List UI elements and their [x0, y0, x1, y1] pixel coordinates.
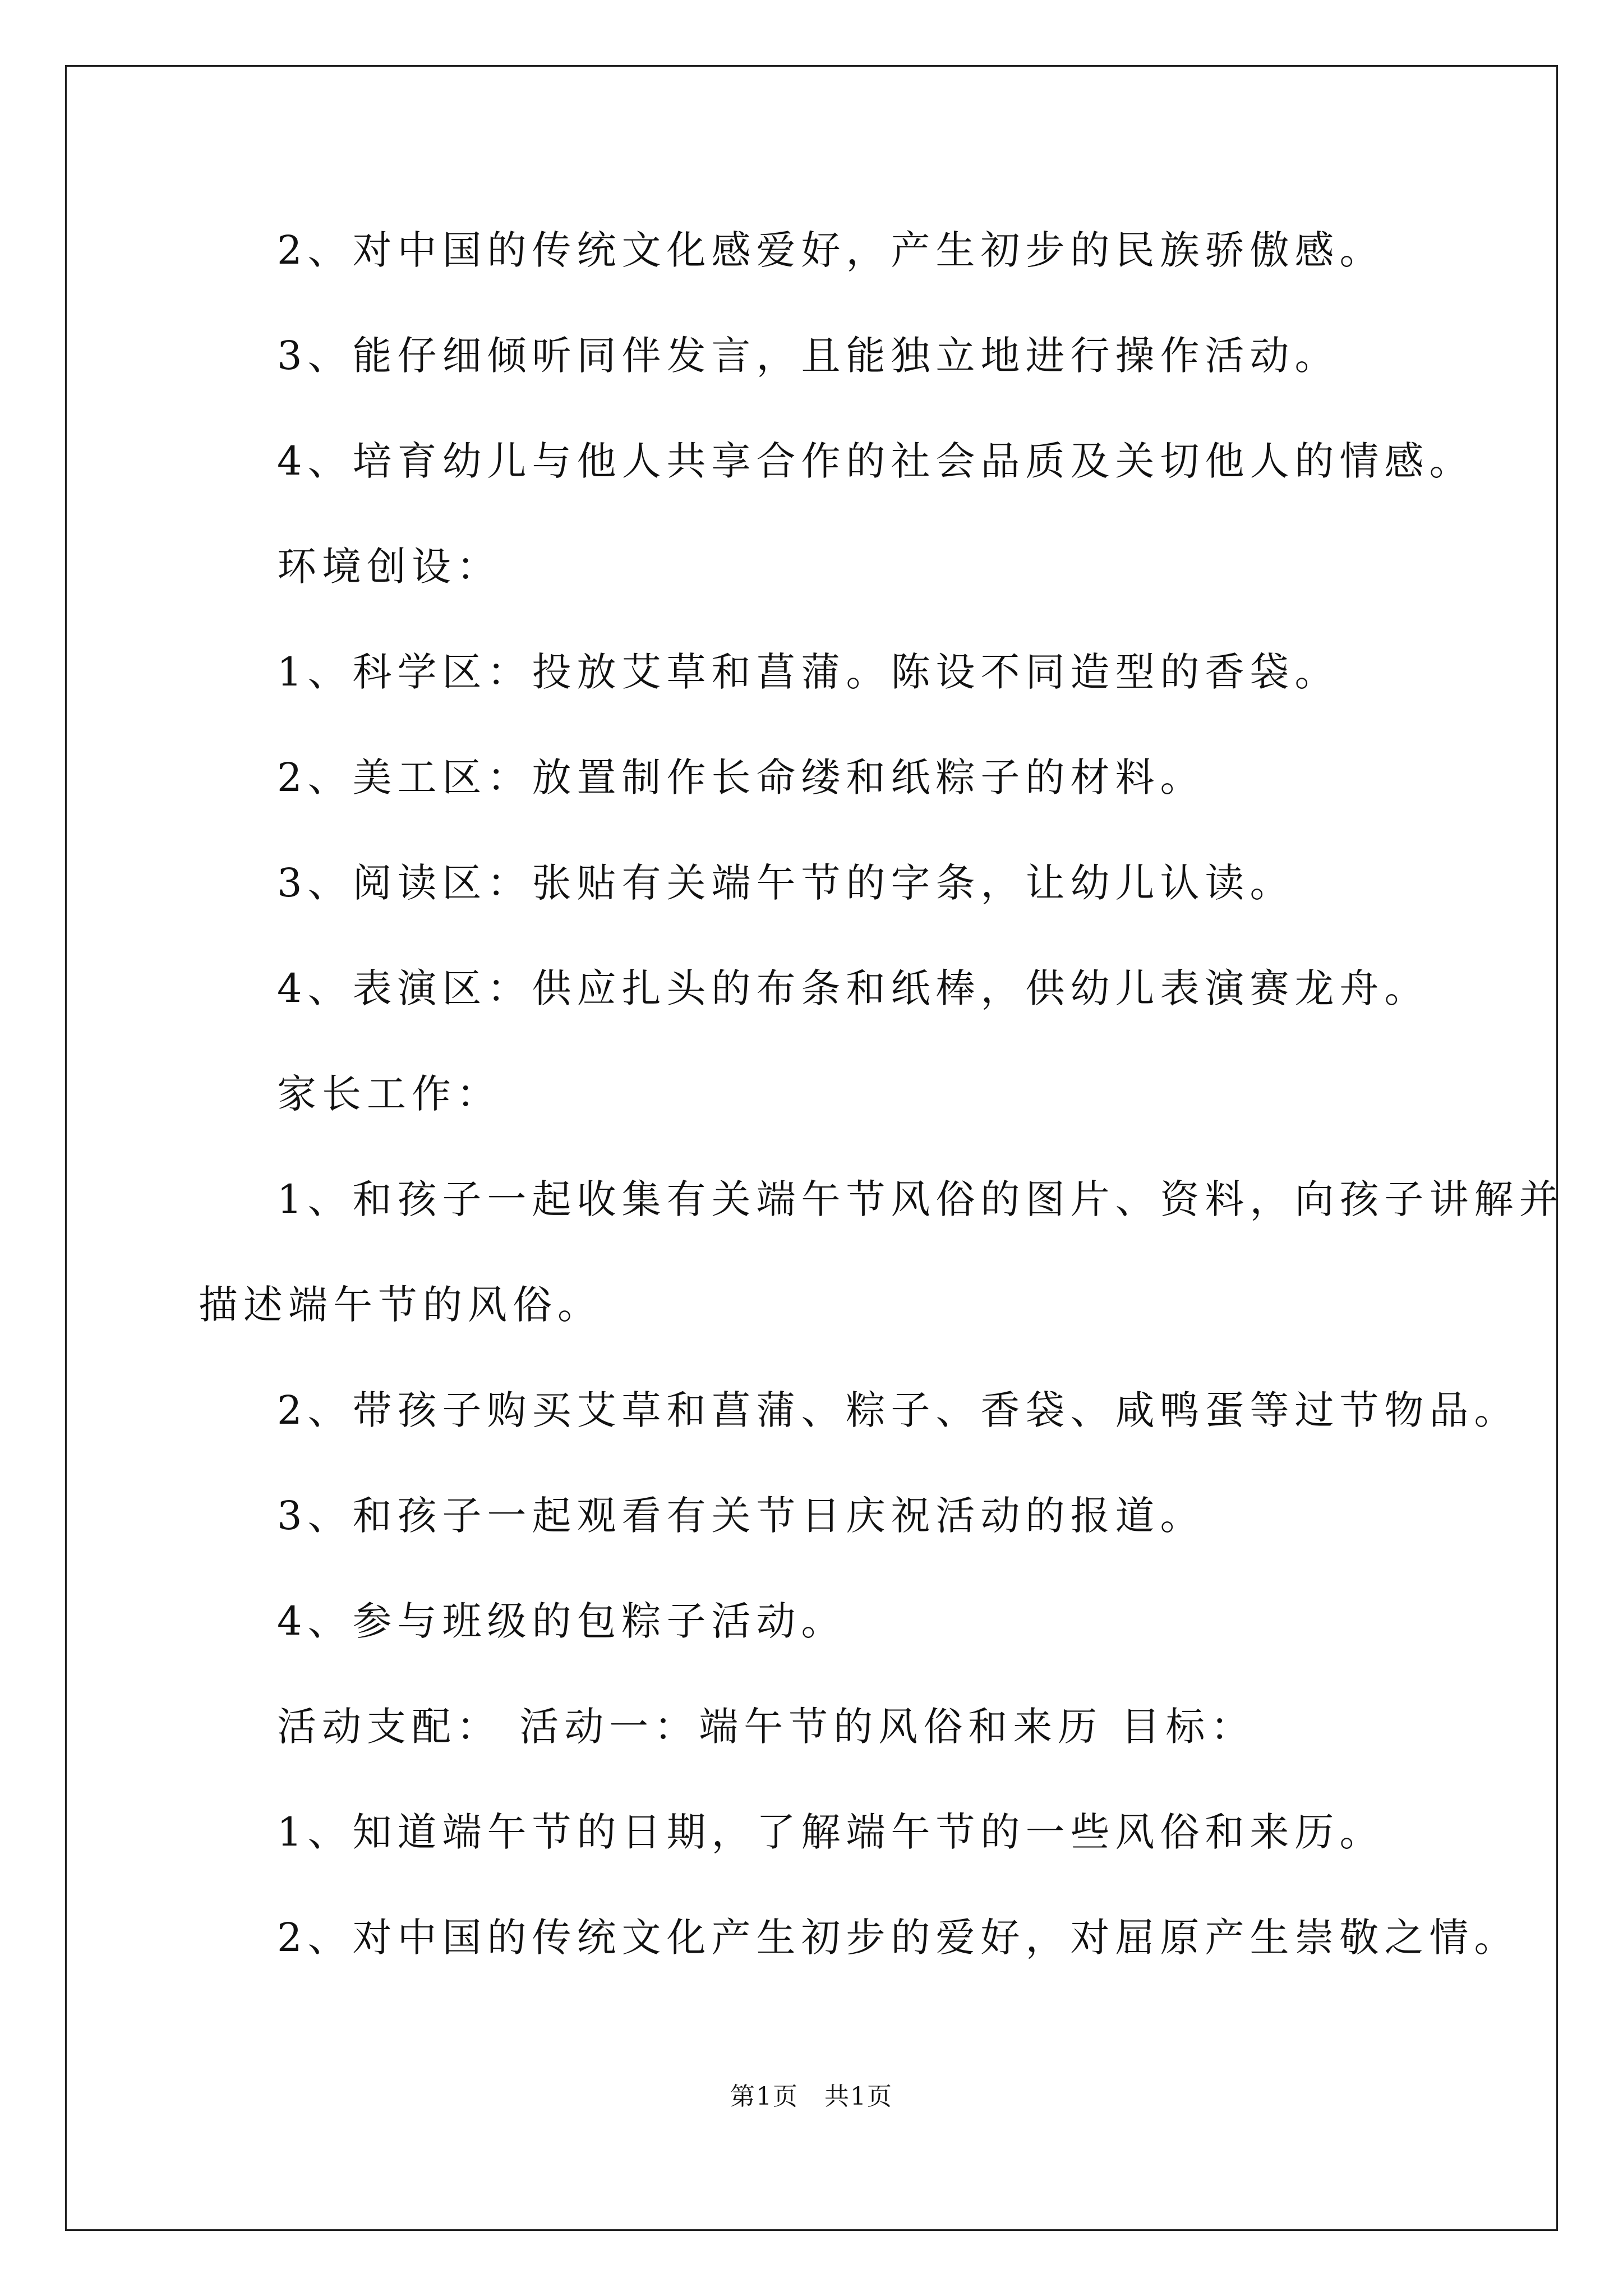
page-footer: 第1页 共1页 [730, 2082, 893, 2111]
text-line: 4、参与班级的包粽子活动。 [277, 1598, 846, 1644]
section-heading: 环境创设： [277, 544, 501, 590]
text-line: 3、阅读区：张贴有关端午节的字条，让幼儿认读。 [277, 860, 1295, 906]
text-line: 4、表演区：供应扎头的布条和纸棒，供幼儿表演赛龙舟。 [277, 965, 1430, 1011]
text-line: 2、美工区：放置制作长命缕和纸粽子的材料。 [277, 754, 1205, 800]
text-line: 1、和孩子一起收集有关端午节风俗的图片、资料，向孩子讲解并 [277, 1176, 1564, 1222]
text-line: 1、科学区：投放艾草和菖蒲。陈设不同造型的香袋。 [277, 649, 1340, 695]
text-line: 2、对中国的传统文化产生初步的爱好，对屈原产生崇敬之情。 [277, 1915, 1519, 1961]
text-line: 4、培育幼儿与他人共享合作的社会品质及关切他人的情感。 [277, 438, 1474, 484]
text-line: 2、对中国的传统文化感爱好，产生初步的民族骄傲感。 [277, 227, 1385, 273]
text-line: 描述端午节的风俗。 [199, 1282, 602, 1328]
page-border [65, 65, 1558, 2231]
section-heading: 活动支配： 活动一：端午节的风俗和来历 目标： [277, 1704, 1256, 1750]
text-line: 3、和孩子一起观看有关节日庆祝活动的报道。 [277, 1493, 1205, 1539]
text-line: 3、能仔细倾听同伴发言，且能独立地进行操作活动。 [277, 333, 1340, 379]
text-line: 2、带孩子购买艾草和菖蒲、粽子、香袋、咸鸭蛋等过节物品。 [277, 1387, 1519, 1433]
section-heading: 家长工作： [277, 1071, 501, 1117]
text-line: 1、知道端午节的日期，了解端午节的一些风俗和来历。 [277, 1809, 1385, 1855]
